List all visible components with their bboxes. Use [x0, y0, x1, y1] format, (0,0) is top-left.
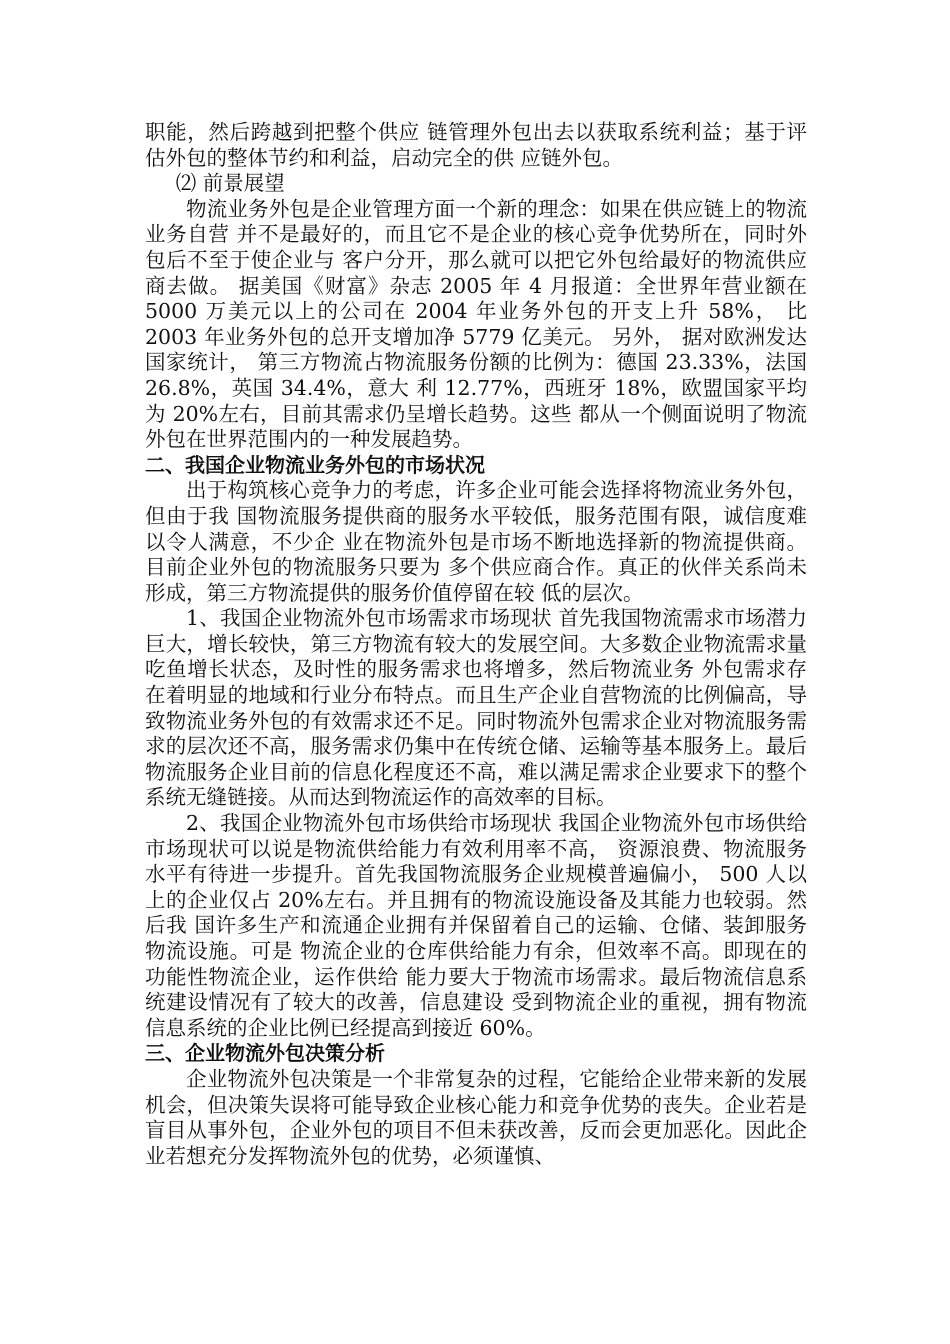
paragraph-demand-status: 1、我国企业物流外包市场需求市场现状 首先我国物流需求市场潜力巨大，增长较快，第三方物流有较大的发展空间。大多数企业物流需求量吃鱼增长状态，及时性的服务需求也将增多，然后物流业务 外包需求存在着明显的地域和行业分布特点。而且生产企业自营物流的比例偏高，导致物流业务外包的有效需求还不足。同时物流外包需求企业对物流服务需求的层次还不高，服务需求仍集中在传统仓储、运输等基本服务上。最后物流服务企业目前的信息化程度还不高，难以满足需求企业要求下的整个系统无缝链接。从而达到物流运作的高效率的目标。 — [145, 606, 807, 810]
subheading-prospects: ⑵ 前景展望 — [175, 171, 285, 196]
paragraph-supply-status: 2、我国企业物流外包市场供给市场现状 我国企业物流外包市场供给市场现状可以说是物流供给能力有效利用率不高， 资源浪费、物流服务水平有待进一步提升。首先我国物流服务企业规模普遍偏小， 500 人以上的企业仅占 20%左右。并且拥有的物流设施设备及其能力也较弱。然后我 国许多生产和流通企业拥有并保留着自己的运输、仓储、装卸服务物流设施。可是 物流企业的仓库供给能力有余，但效率不高。即现在的功能性物流企业，运作供给 能力要大于物流市场需求。最后物流信息系统建设情况有了较大的改善，信息建设 受到物流企业的重视，拥有物流信息系统的企业比例已经提高到接近 60%。 — [145, 811, 807, 1040]
document-body — [145, 120, 807, 1169]
paragraph-outsourcing-benefits: 职能，然后跨越到把整个供应 链管理外包出去以获取系统利益；基于评估外包的整体节约和利益，启动完全的供 应链外包。 — [145, 120, 807, 170]
paragraph-market-status: 出于构筑核心竞争力的考虑，许多企业可能会选择将物流业务外包，但由于我 国物流服务提供商的服务水平较低，服务范围有限，诚信度难以令人满意，不少企 业在物流外包是市场不断地选择新的物流提供商。目前企业外包的物流服务只要为 多个供应商合作。真正的伙伴关系尚未形成，第三方物流提供的服务价值停留在较 低的层次。 — [145, 478, 807, 605]
paragraph-decision-analysis: 企业物流外包决策是一个非常复杂的过程，它能给企业带来新的发展机会，但决策失误将可能导致企业核心能力和竞争优势的丧失。企业若是盲目从事外包，企业外包的项目不但未获改善，反而会更加恶化。因此企业若想充分发挥物流外包的优势，必须谨慎、 — [145, 1066, 807, 1168]
section-heading-decision-analysis: 三、企业物流外包决策分析 — [145, 1041, 385, 1066]
paragraph-prospects: 物流业务外包是企业管理方面一个新的理念：如果在供应链上的物流业务自营 并不是最好的，而且它不是企业的核心竞争优势所在，同时外包后不至于使企业与 客户分开，那么就可以把它外包给最好的物流供应商去做。 据美国《财富》杂志 2005 年 4 月报道：全世界年营业额在 5000 万美元以上的公司在 2004 年业务外包的开支上升 58%， 比 2003 年业务外包的总开支增加净 5779 亿美元。 另外， 据对欧洲发达国家统计， 第三方物流占物流服务份额的比例为：德国 23.33%，法国 26.8%，英国 34.4%，意大 利 12.77%，西班牙 18%，欧盟国家平均为 20%左右，目前其需求仍呈增长趋势。这些 都从一个侧面说明了物流外包在世界范围内的一种发展趋势。 — [145, 196, 807, 452]
section-heading-market-status: 二、我国企业物流业务外包的市场状况 — [145, 452, 485, 477]
